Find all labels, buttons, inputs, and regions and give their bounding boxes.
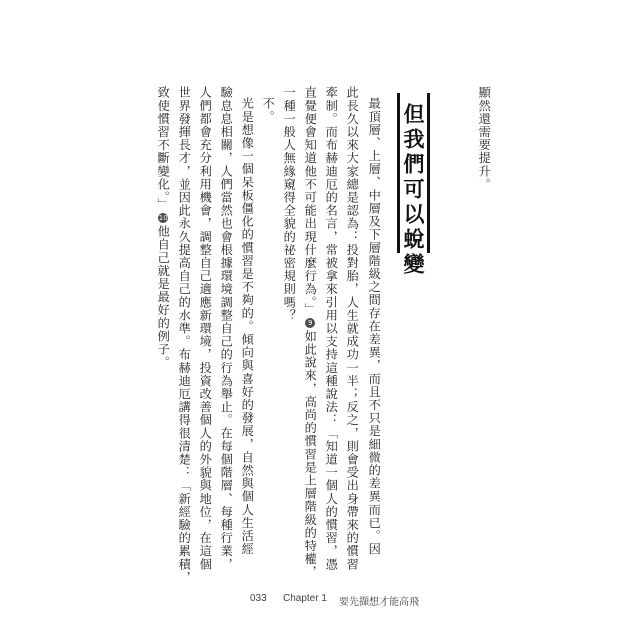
column-text: 光是想像一個呆板僵化的慣習是不夠的。傾向與喜好的發展，自然與個人生活經 xyxy=(240,97,255,556)
column-text: 不。 xyxy=(261,97,276,124)
chapter-label: Chapter 1 xyxy=(283,593,327,604)
column-text-continued: 他自己就是最好的例子。 xyxy=(156,224,171,370)
column-text: 世界發揮長才，並因此永久提高自己的水準。布赫迪厄講得很清楚：「新經驗的累積， xyxy=(177,86,192,584)
column-text: 此長久以來大家總是認為：投對胎，人生就成功一半；反之，則會受出身帶來的慣習 xyxy=(345,86,360,571)
text-column-12 xyxy=(157,86,169,369)
column-text-continued: 如此說來，高尚的慣習是上層階級的特權， xyxy=(303,329,318,579)
column-text: 人們都會充分利用機會，調整自己適應新環境，投資改善個人的外貌與地位，在這個 xyxy=(198,86,213,571)
text-column-4 xyxy=(325,86,337,571)
column-text: 顯然還需要提升。 xyxy=(477,86,492,191)
column-text: 牽制。而布赫迪厄的名言，常被拿來引用以支持這種說法：「知道一個人的慣習，憑 xyxy=(324,86,339,571)
column-text: 致使慣習不斷變化。」 xyxy=(156,86,171,211)
text-column-8 xyxy=(241,97,253,556)
column-text: 直覺便會知道他不可能出現什麼行為。」 xyxy=(303,86,318,316)
text-column-10 xyxy=(199,86,211,571)
section-heading: 但我們可以蛻變 xyxy=(401,103,426,278)
text-column-2 xyxy=(368,97,380,556)
column-text: 驗息息相關，人們當然也會根據環境調整自己的行為舉止。在每個階層、每種行業， xyxy=(219,86,234,571)
column-text: 最頂層、上層、中層及下層階級之間存在差異，而且不只是細微的差異而已。因 xyxy=(367,97,382,556)
footnote-marker-10[interactable]: 10 xyxy=(158,213,168,222)
column-text: 一種一般人無緣窺得全貌的祕密規則嗎？ xyxy=(282,86,297,322)
text-column-11 xyxy=(178,86,190,584)
chapter-title: 要先擷想才能高飛 xyxy=(339,597,419,608)
page-number: 033 xyxy=(250,593,267,604)
text-column-3 xyxy=(346,86,358,571)
footnote-marker-9[interactable]: 9 xyxy=(305,318,315,328)
text-column-6 xyxy=(283,86,295,322)
text-column-1 xyxy=(478,86,490,191)
text-column-7 xyxy=(262,97,274,123)
text-column-5 xyxy=(304,86,316,579)
text-column-9 xyxy=(220,86,232,571)
